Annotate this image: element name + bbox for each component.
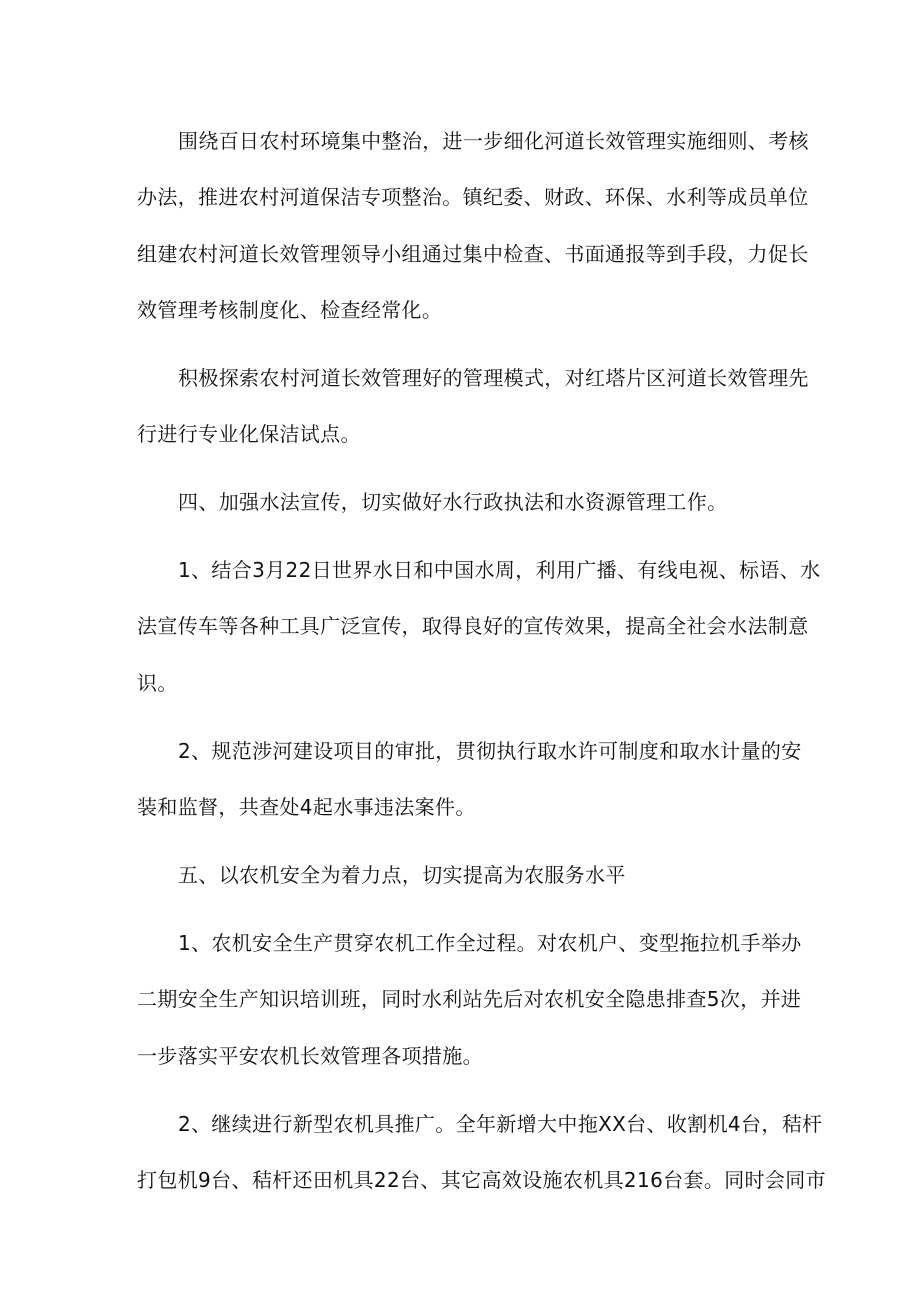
paragraph-5-line-2: 二期安全生产知识培训班，同时水利站先后对农机安全隐患排查5次，并进 <box>137 987 802 1011</box>
paragraph-6-line-1: 2、继续进行新型农机具推广。全年新增大中拖XX台、收割机4台，秸杆 <box>178 1112 823 1136</box>
paragraph-5-line-1: 1、农机安全生产贯穿农机工作全过程。对农机户、变型拖拉机手举办 <box>178 931 802 955</box>
paragraph-5-line-3: 一步落实平安农机长效管理各项措施。 <box>137 1044 483 1068</box>
paragraph-6-line-2: 打包机9台、秸杆还田机具22台、其它高效设施农机具216台套。同时会同市 <box>137 1168 826 1192</box>
paragraph-4-line-2: 装和监督，共查处4起水事违法案件。 <box>137 795 476 819</box>
paragraph-1-line-4: 效管理考核制度化、检查经常化。 <box>137 298 443 322</box>
section-heading-4: 四、加强水法宣传，切实做好水行政执法和水资源管理工作。 <box>178 490 728 514</box>
paragraph-1-line-2: 办法，推进农村河道保洁专项整治。镇纪委、财政、环保、水利等成员单位 <box>137 185 809 209</box>
paragraph-4-line-1: 2、规范涉河建设项目的审批，贯彻执行取水许可制度和取水计量的安 <box>178 739 802 763</box>
paragraph-3-line-1: 1、结合3月22日世界水日和中国水周，利用广播、有线电视、标语、水 <box>178 558 821 582</box>
section-heading-5: 五、以农机安全为着力点，切实提高为农服务水平 <box>178 863 626 887</box>
paragraph-2-line-2: 行进行专业化保洁试点。 <box>137 422 361 446</box>
paragraph-2-line-1: 积极探索农村河道长效管理好的管理模式，对红塔片区河道长效管理先 <box>178 366 809 390</box>
paragraph-1-line-3: 组建农村河道长效管理领导小组通过集中检查、书面通报等到手段，力促长 <box>137 242 809 266</box>
paragraph-1-line-1: 围绕百日农村环境集中整治，进一步细化河道长效管理实施细则、考核 <box>178 129 809 153</box>
paragraph-3-line-3: 识。 <box>137 671 178 695</box>
paragraph-3-line-2: 法宣传车等各种工具广泛宣传，取得良好的宣传效果，提高全社会水法制意 <box>137 614 809 638</box>
